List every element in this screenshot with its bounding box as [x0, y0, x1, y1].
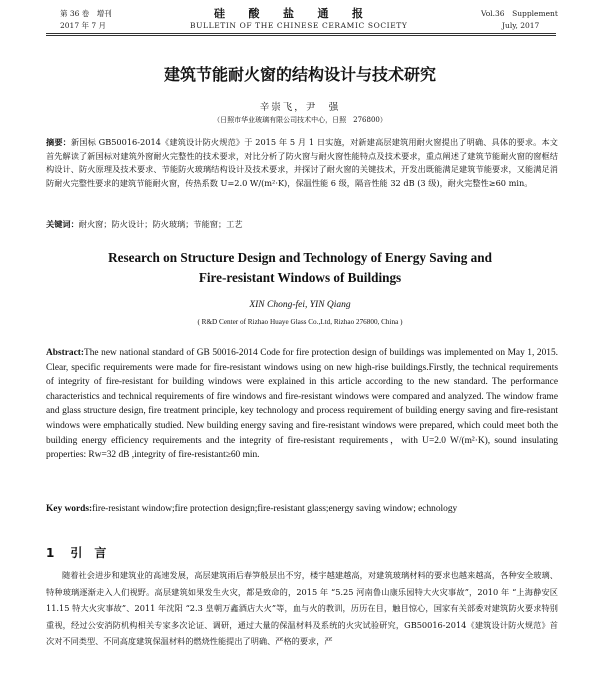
introduction-text: 随着社会进步和建筑业的高速发展，高层建筑雨后春笋般层出不穷，楼宇越建越高，对建筑玻璃材料的要求也越来越高，各种安全玻璃、特种玻璃逐渐走入人们视野。高层建筑如果发生火灾，都是致命的，2015 年 “5.25 河南鲁山康乐园特大火灾事故”，2010 年 “上海静安区 11.15 特大火灾事故”、2011 年沈阳 “2.3 皇朝万鑫酒店大火”等，血与火的教训，历历在目，触目惊心，国家有关部委对建筑防火要求特别重视，经过公安消防机构相关专家多次论证、调研，通过大量的保温材料及系统的火灾试验研究，GB50016-2014《建筑设计防火规范》首次对不同类型、不同高度建筑保温材料的燃烧性能提出了明确、严格的要求，严 [46, 570, 558, 647]
abstract-cn-text: 新国标 GB50016-2014《建筑设计防火规范》于 2015 年 5 月 1 日实施，对新建高层建筑用耐火窗提出了明确、具体的要求。本文首先解读了新国标对建筑外窗耐火完整性的技术要求，对比分析了防火窗与耐火窗性能特点及技术要求，重点阐述了建筑节能耐火窗的窗框结构设计、防火原理及技术要求、节能防火玻璃结构设计及技术要求，并探讨了耐火窗的关键技术，开发出既能满足建筑节能要求，又能满足消防耐火完整性要求的建筑节能耐火窗，传热系数 U=2.0 W/(m²·K)，保温性能 6 级，隔音性能 32 dB (3 级)，耐火完整性≥60 min。 [46, 137, 558, 188]
keywords-cn-label: 关键词： [46, 219, 79, 229]
paper-title-cn: 建筑节能耐火窗的结构设计与技术研究 [163, 65, 436, 84]
abstract-cn [46, 136, 558, 190]
section-number: 1 [46, 546, 55, 560]
abstract-cn-label: 摘要： [46, 137, 71, 147]
paper-title-en-line2: Fire-resistant Windows of Buildings [198, 270, 402, 285]
abstract-en-text: The new national standard of GB 50016-2014 Code for fire protection design of buildings was implemented on May 1, 2015. Clear, specific requirements were made for fire-resistant windows using on new high-rise buildings.Firstly, the technical requirements of integrity of fire-resistant for building windows were explained in this article according to the new standard. The performance characteristics and technical requirements of fire windows and fire-resistant windows were compared and analyzed. The window frame and glass structure design, fire treatment principle, key technology and process requirement of building energy saving and fire-resistant windows were emphatically studied. New building energy saving and fire-resistant windows were prepared, which could meet both the building energy efficiency requirements and the integrity of fire-resistant requirements，with U=2.0 W/(m²·K), sound insulating properties: Rw=32 dB ,integrity of fire-resistant≥60 min. [46, 348, 558, 461]
header-journal-en: BULLETIN OF THE CHINESE CERAMIC SOCIETY [190, 21, 408, 30]
keywords-cn-text: 耐火窗；防火设计；防火玻璃；节能窗；工艺 [78, 219, 243, 229]
section-title: 引 言 [70, 546, 107, 560]
keywords-cn [46, 218, 558, 232]
header-date-en: July, 2017 [502, 21, 540, 30]
introduction-paragraph [46, 567, 558, 650]
abstract-en-label: Abstract: [46, 348, 85, 358]
header-issue-cn: 第 36 卷 增刊 [60, 9, 112, 18]
header-journal-cn: 硅 酸 盐 通 报 [214, 7, 364, 20]
header-rule-bottom [46, 35, 556, 36]
paper-title-en [0, 248, 600, 288]
header-volume-en: Vol.36 Supplement [481, 9, 558, 18]
header-date-cn: 2017 年 7 月 [60, 21, 107, 30]
keywords-en [46, 502, 558, 517]
affiliation-cn: （日照市华业玻璃有限公司技术中心，日照 276800） [213, 116, 387, 124]
keywords-en-label: Key words: [46, 504, 93, 514]
authors-en: XIN Chong-fei, YIN Qiang [249, 300, 351, 310]
abstract-en [46, 346, 558, 463]
authors-cn: 辛崇飞，尹 强 [259, 102, 341, 113]
affiliation-en: ( R&D Center of Rizhao Huaye Glass Co.,Ltd, Rizhao 276800, China ) [197, 318, 403, 326]
header-rule-top [46, 33, 556, 34]
section-heading [46, 544, 106, 561]
keywords-en-text: fire-resistant window;fire protection design;fire-resistant glass;energy saving window; echnology [92, 504, 458, 514]
paper-title-en-line1: Research on Structure Design and Technology of Energy Saving and [108, 250, 492, 265]
